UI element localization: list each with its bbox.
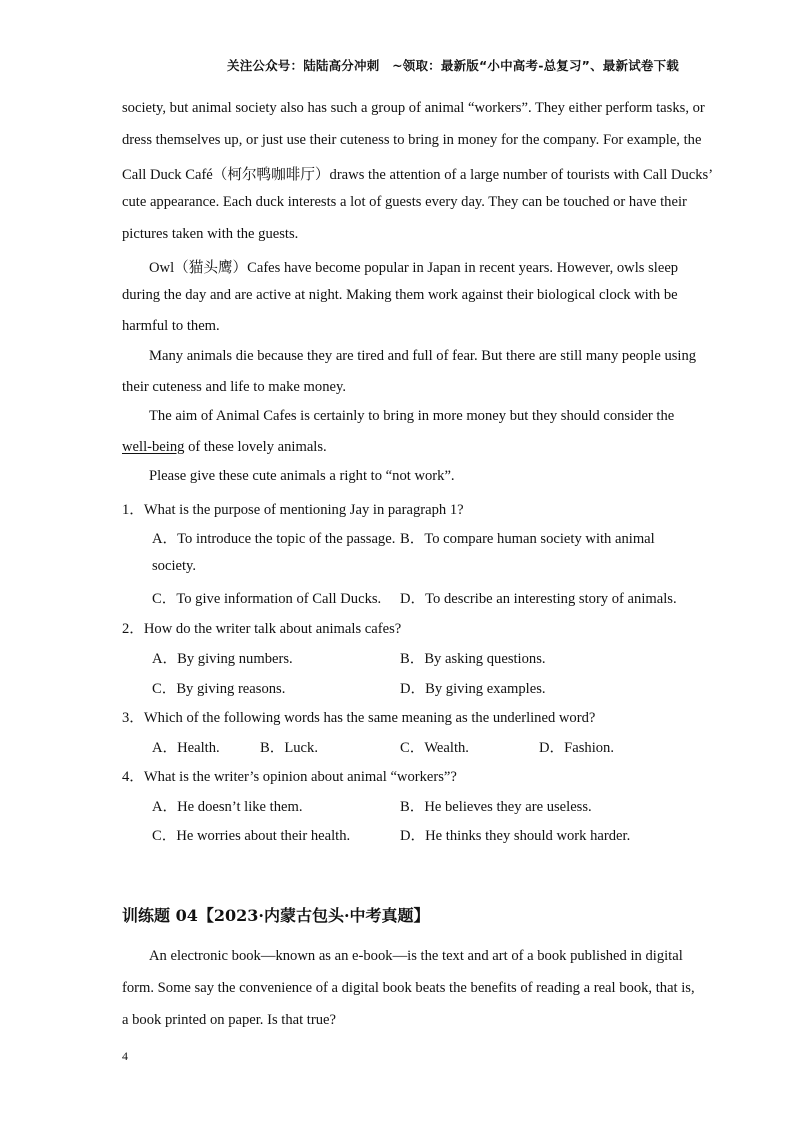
section-title: 训练题 04【2023·内蒙古包头·中考真题】: [122, 906, 430, 925]
question-stem: 1．What is the purpose of mentioning Jay in paragraph 1?: [122, 502, 464, 518]
option-a: A．To introduce the topic of the passage.: [152, 531, 396, 547]
option-c: C．To give information of Call Ducks.: [152, 591, 382, 607]
option-c: C．Wealth.: [400, 740, 469, 756]
option-b: B．He believes they are useless.: [400, 799, 592, 815]
option-a: A．Health.: [152, 740, 220, 756]
passage-line: form. Some say the convenience of a digital book beats the benefits of reading a real book, that is,: [122, 980, 695, 996]
option-b: B．Luck.: [260, 740, 318, 756]
option-c: C．He worries about their health.: [152, 828, 351, 844]
option-c: C．By giving reasons.: [152, 681, 286, 697]
page-header: 关注公众号：陆陆高分冲刺 ~领取：最新版“小中高考-总复习”、最新试卷下载: [227, 58, 679, 73]
passage-line: cute appearance. Each duck interests a lot of guests every day. They can be touched or have their: [122, 194, 687, 210]
page-number: 4: [122, 1049, 128, 1063]
passage-line: harmful to them.: [122, 318, 220, 334]
passage-line: Call Duck Café（柯尔鸭咖啡厅）draws the attention of a large number of tourists with Call Ducks’: [122, 167, 714, 183]
passage-line: dress themselves up, or just use their cuteness to bring in money for the company. For example, the: [122, 132, 702, 148]
question-stem: 4．What is the writer’s opinion about animal “workers”?: [122, 769, 457, 785]
underlined-word: well-being: [122, 439, 185, 455]
option-d: D．To describe an interesting story of animals.: [400, 591, 677, 607]
passage-line: Many animals die because they are tired and full of fear. But there are still many people using: [149, 348, 697, 364]
passage-line: The aim of Animal Cafes is certainly to bring in more money but they should consider the: [149, 408, 675, 424]
option-d: D．Fashion.: [539, 740, 614, 756]
option-a: A．By giving numbers.: [152, 651, 293, 667]
question-stem: 2．How do the writer talk about animals cafes?: [122, 621, 402, 637]
passage-line: Owl（猫头鹰）Cafes have become popular in Japan in recent years. However, owls sleep: [149, 260, 679, 276]
question-stem: 3．Which of the following words has the same meaning as the underlined word?: [122, 710, 596, 726]
option-d: D．By giving examples.: [400, 681, 546, 697]
passage-line: during the day and are active at night. Making them work against their biological clock with be: [122, 287, 678, 303]
passage-line: their cuteness and life to make money.: [122, 379, 346, 395]
option-b: B．By asking questions.: [400, 651, 546, 667]
passage-line: a book printed on paper. Is that true?: [122, 1012, 336, 1028]
passage-line: An electronic book—known as an e-book—is the text and art of a book published in digital: [149, 948, 683, 964]
option-b-continued: society.: [152, 558, 197, 574]
passage-line: Please give these cute animals a right to “not work”.: [149, 468, 455, 484]
passage-line: [122, 439, 327, 456]
passage-line-rest: of these lovely animals.: [184, 439, 327, 455]
option-a: A．He doesn’t like them.: [152, 799, 303, 815]
passage-line: society, but animal society also has such a group of animal “workers”. They either perform tasks, or: [122, 100, 705, 116]
option-d: D．He thinks they should work harder.: [400, 828, 631, 844]
passage-line: pictures taken with the guests.: [122, 226, 299, 242]
option-b: B．To compare human society with animal: [400, 531, 655, 547]
